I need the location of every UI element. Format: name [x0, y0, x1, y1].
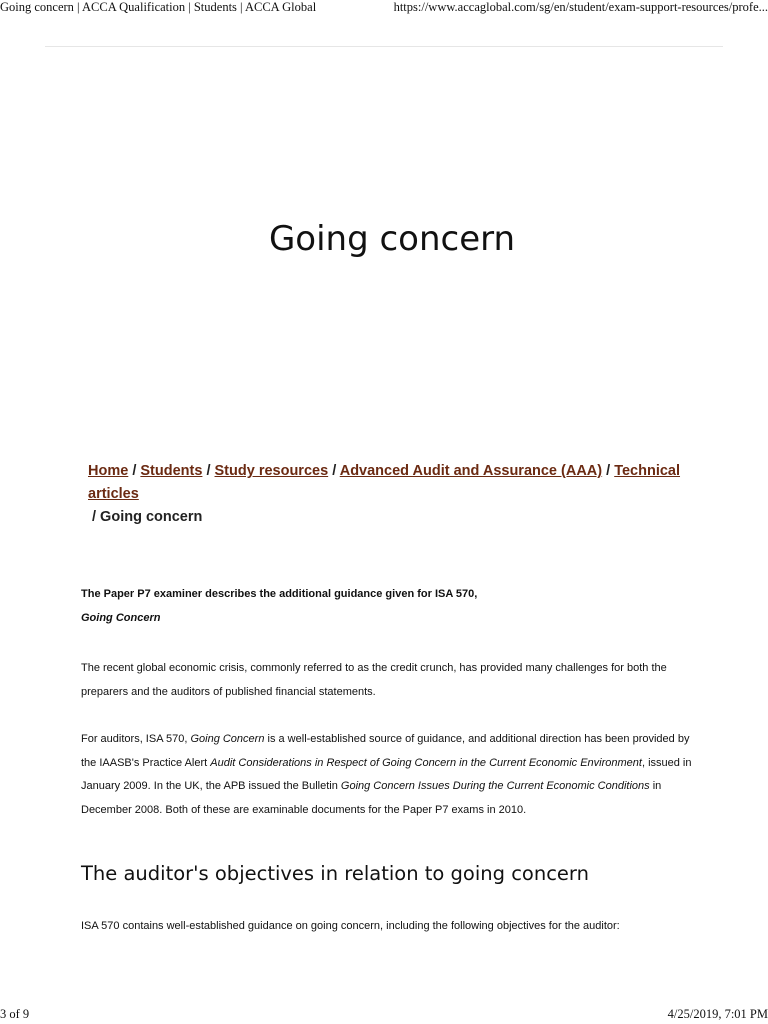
- print-header-title: Going concern | ACCA Qualification | Students | ACCA Global: [0, 0, 317, 14]
- document-title-apb-bulletin: Going Concern Issues During the Current Economic Conditions: [340, 780, 650, 792]
- intro-standard-name: Going Concern: [81, 612, 161, 624]
- paragraph-objectives: ISA 570 contains well-established guidance on going concern, including the following objectives for the auditor:: [81, 920, 620, 932]
- breadcrumb-separator: /: [206, 463, 211, 479]
- page-title: Going concern: [268, 219, 516, 259]
- document-title-practice-alert: Audit Considerations in Respect of Going Concern in the Current Economic Environment: [210, 756, 642, 769]
- print-header-url[interactable]: https://www.accaglobal.com/sg/en/student/exam-support-resources/profe...: [393, 0, 768, 14]
- breadcrumb-aaa-link[interactable]: Advanced Audit and Assurance (AAA): [339, 463, 603, 479]
- breadcrumb: [88, 460, 708, 529]
- print-footer-datetime: 4/25/2019, 7:01 PM: [667, 1007, 768, 1021]
- intro-line: The Paper P7 examiner describes the additional guidance given for ISA 570,: [81, 588, 478, 600]
- section-heading: The auditor's objectives in relation to going concern: [81, 862, 589, 885]
- paragraph-text: in December 2008. Both of these are examinable documents for the Paper P7 exams in 2010.: [81, 780, 662, 816]
- paragraph-text: , issued in January 2009. In the UK, the APB issued the Bulletin: [81, 756, 692, 792]
- breadcrumb-technical-articles-link[interactable]: Technical articles: [88, 463, 681, 502]
- breadcrumb-home-link[interactable]: Home: [88, 463, 129, 479]
- print-footer-page: 3 of 9: [0, 1007, 30, 1021]
- header-divider: [45, 46, 723, 47]
- breadcrumb-current: / Going concern: [92, 509, 203, 525]
- breadcrumb-separator: /: [332, 463, 337, 479]
- paragraph-text: is a well-established source of guidance, and additional direction has been provided by the IAASB's Practice Alert: [81, 733, 690, 769]
- paragraph-isa-570-guidance: [81, 728, 706, 822]
- breadcrumb-separator: /: [132, 463, 137, 479]
- paragraph-credit-crunch: The recent global economic crisis, commonly referred to as the credit crunch, has provided many challenges for both the preparers and the auditors of published financial statements.: [81, 662, 667, 698]
- breadcrumb-students-link[interactable]: Students: [140, 463, 203, 479]
- document-title-isa-570: Going Concern: [190, 733, 265, 745]
- article-intro: [81, 582, 706, 630]
- breadcrumb-study-resources-link[interactable]: Study resources: [214, 463, 329, 479]
- breadcrumb-separator: /: [606, 463, 611, 479]
- paragraph-text: For auditors, ISA 570,: [81, 733, 191, 745]
